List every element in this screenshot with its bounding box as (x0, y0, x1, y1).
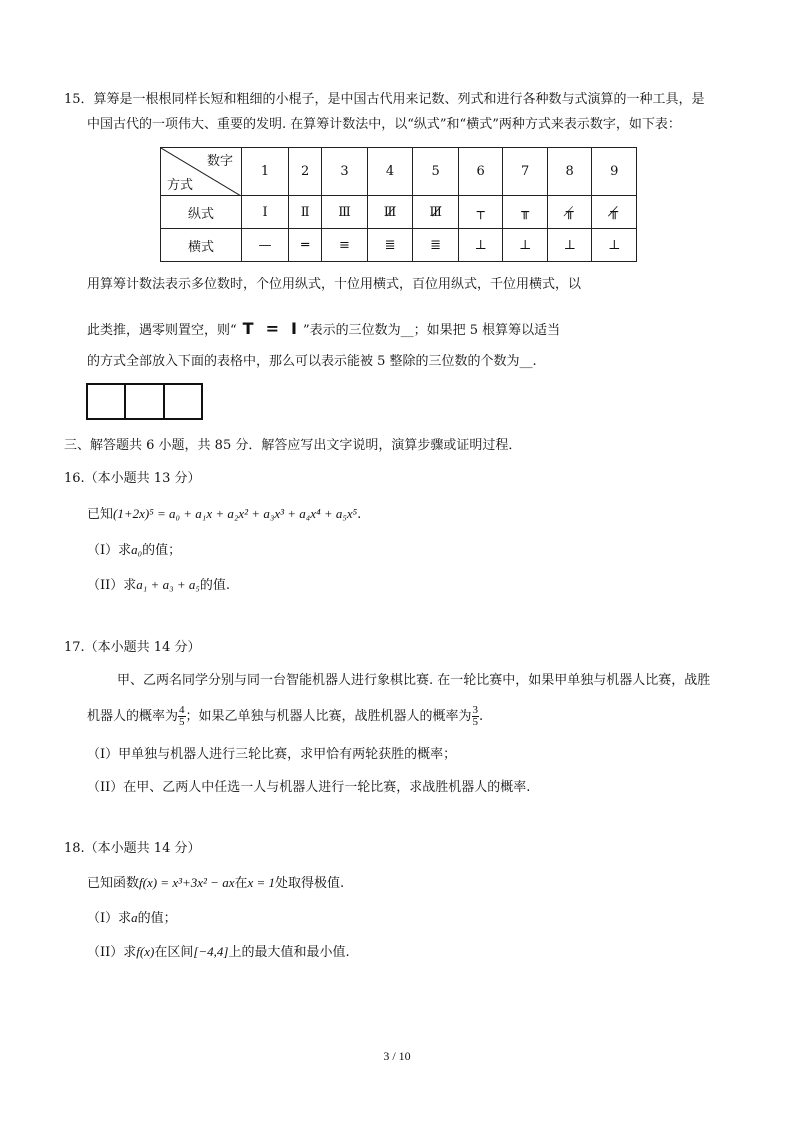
digit-header: 9 (592, 148, 637, 196)
fraction-denominator: 5 (179, 716, 185, 728)
q18-part1 (87, 909, 177, 928)
q16-part1-prefix: （I）求 (87, 543, 132, 558)
q18-part1-math: a (131, 910, 138, 925)
counting-rod-table (160, 147, 637, 262)
rod-cell: ╥̸ (547, 196, 592, 229)
answer-box (126, 385, 164, 418)
q17-line2-c: . (479, 709, 484, 724)
table-corner-cell (161, 148, 242, 196)
rod-glyph-eq: = (265, 319, 279, 338)
q18-function: f(x) = x³+3x² − ax (139, 875, 235, 890)
q16-part2-suffix: 的值. (199, 578, 231, 593)
rod-cell: — (242, 229, 289, 262)
q15-line1: 15．算筹是一根根同样长短和粗细的小棍子，是中国古代用来记数、列式和进行各种数与式演算的一种工具，是 (64, 92, 705, 107)
fraction-three-fifths (472, 705, 480, 728)
q17-line2-a: 机器人的概率为 (87, 709, 179, 724)
q15-line3: 用算筹计数法表示多位数时，个位用纵式，十位用横式，百位用纵式，千位用横式，以 (87, 277, 582, 292)
q17-line2-b: ；如果乙单独与机器人比赛，战胜机器人的概率为 (185, 709, 472, 724)
rod-cell: ╥ (503, 196, 548, 229)
q15-line2: 中国古代的一项伟大、重要的发明. 在算筹计数法中，以“纵式”和“横式”两种方式来表示数字，如下表： (87, 117, 681, 132)
rod-cell: Ⅲ (322, 196, 368, 229)
answer-box (88, 385, 126, 418)
q17-part1: （I）甲单独与机器人进行三轮比赛，求甲恰有两轮获胜的概率； (87, 747, 457, 762)
digit-header: 1 (242, 148, 289, 196)
digit-header: 7 (503, 148, 548, 196)
q18-part2-prefix: （II）求 (87, 945, 137, 960)
q18-header: 18.（本小题共 14 分） (64, 841, 201, 856)
rod-cell: Ⅱ (289, 196, 322, 229)
rod-cell: ╥̸̸ (592, 196, 637, 229)
digit-header: 2 (289, 148, 322, 196)
q18-part2 (87, 943, 350, 962)
q15-line5: 的方式全部放入下面的表格中，那么可以表示能被 5 整除的三位数的个数为__. (87, 354, 537, 369)
q16-stem (87, 505, 361, 524)
rod-cell: ⊥ (547, 229, 592, 262)
q16-part1-math: a₀ (131, 542, 143, 557)
q18-stem-mid: 在 (234, 876, 248, 891)
rod-cell: ⊥ (503, 229, 548, 262)
digit-header: 6 (458, 148, 503, 196)
rod-cell: ⊥ (458, 229, 503, 262)
answer-box (165, 385, 201, 418)
q18-part1-prefix: （I）求 (87, 911, 132, 926)
rod-glyph-i: I (290, 319, 297, 338)
rod-cell: ⊥ (592, 229, 637, 262)
rod-cell: ≣ (367, 229, 413, 262)
q16-formula: (1+2x)⁵ = a₀ + a₁x + a₂x² + a₃x³ + a₄x⁴ + a₅x⁵ (113, 506, 358, 521)
rod-cell: ┬ (458, 196, 503, 229)
q18-part2-interval: [−4,4] (193, 944, 229, 959)
q17-header: 17.（本小题共 14 分） (64, 640, 201, 655)
q16-part1-suffix: 的值； (142, 543, 182, 558)
rod-cell: Ⅲ̸̸ (413, 196, 459, 229)
answer-boxes (86, 383, 203, 420)
q18-condition: x = 1 (247, 875, 276, 890)
q17-line1: 甲、乙两名同学分别与同一台智能机器人进行象棋比赛. 在一轮比赛中，如果甲单独与机器人比赛，战胜 (117, 673, 711, 688)
q15-line4-b: ”表示的三位数为__；如果把 5 根算筹以适当 (302, 323, 561, 338)
q16-part1 (87, 541, 181, 560)
fraction-denominator: 5 (472, 716, 479, 728)
section-3-heading: 三、解答题共 6 小题，共 85 分．解答应写出文字说明，演算步骤或证明过程． (64, 438, 522, 453)
fraction-four-fifths (178, 705, 186, 728)
rod-cell: ≣ (413, 229, 459, 262)
digit-header: 5 (413, 148, 459, 196)
rod-cell: ═ (289, 229, 322, 262)
q15-line4 (87, 320, 560, 340)
rod-cell: ≡ (322, 229, 368, 262)
digit-header: 4 (367, 148, 413, 196)
q16-stem-suffix: . (357, 507, 362, 522)
corner-label-digit: 数字 (206, 154, 233, 169)
digit-header: 3 (322, 148, 368, 196)
corner-label-method: 方式 (167, 178, 194, 193)
q16-part2-prefix: （II）求 (87, 578, 137, 593)
rod-glyph-t: T (242, 319, 254, 338)
fraction-numerator: 4 (179, 704, 185, 716)
q18-stem-prefix: 已知函数 (87, 876, 140, 891)
q16-part2-math: a₁ + a₃ + a₅ (136, 577, 200, 592)
q18-stem-suffix: 处取得极值. (275, 876, 345, 891)
q18-part2-suffix: 上的最大值和最小值. (228, 945, 350, 960)
rod-cell: Ⅲ̸ (367, 196, 413, 229)
q18-part2-mid: 在区间 (154, 945, 194, 960)
q16-stem-prefix: 已知 (87, 507, 114, 522)
q16-header: 16.（本小题共 13 分） (64, 471, 201, 486)
page-number: 3 / 10 (383, 1049, 411, 1063)
q17-part2: （II）在甲、乙两人中任选一人与机器人进行一轮比赛，求战胜机器人的概率. (87, 780, 531, 795)
q16-part2 (87, 576, 230, 595)
q18-part1-suffix: 的值； (137, 911, 177, 926)
q18-stem (87, 874, 344, 893)
q15-line4-a: 此类推，遇零则置空，则“ (87, 323, 237, 338)
digit-header: 8 (547, 148, 592, 196)
rod-cell: Ⅰ (242, 196, 289, 229)
q17-line2 (87, 702, 483, 732)
q18-part2-func: f(x) (136, 944, 155, 959)
row-label-vertical: 纵式 (161, 196, 242, 229)
fraction-numerator: 3 (472, 704, 479, 716)
row-label-horizontal: 横式 (161, 229, 242, 262)
